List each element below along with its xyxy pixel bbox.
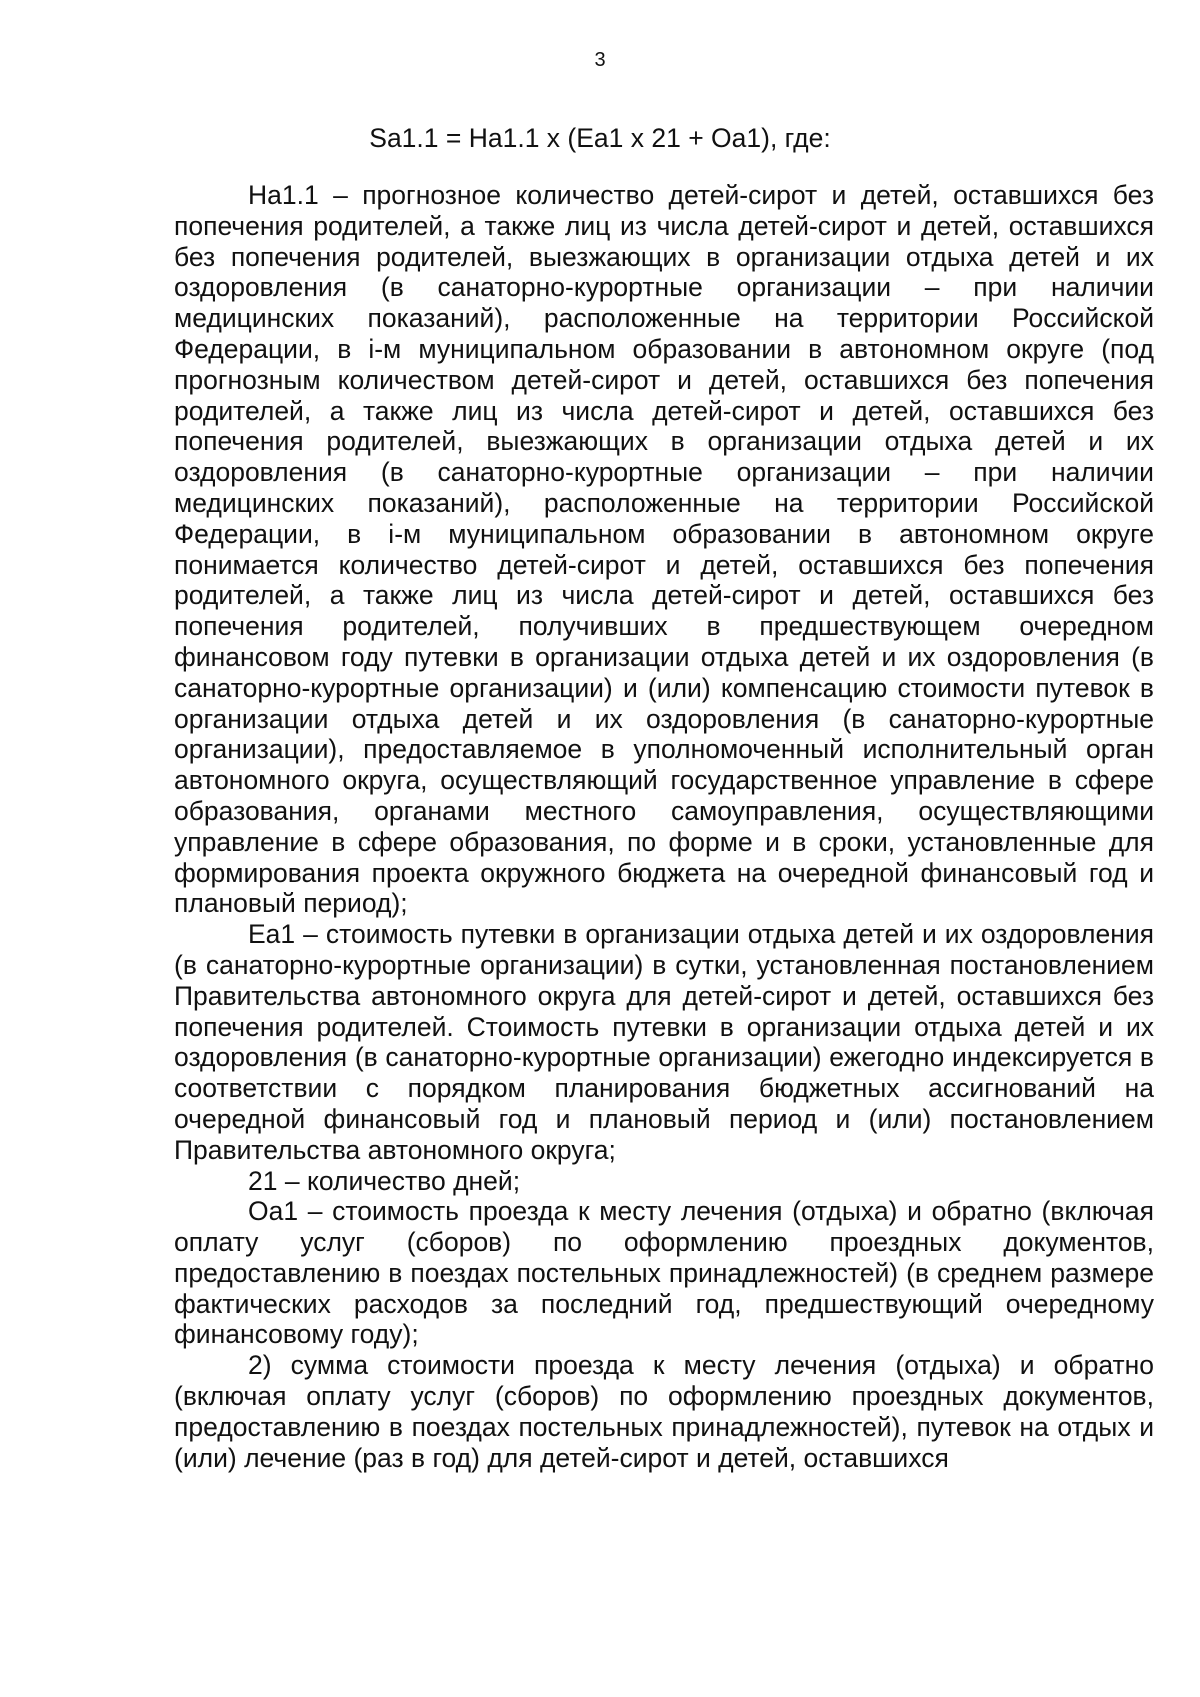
- paragraph-oa1-definition: Оа1 – стоимость проезда к месту лечения (отдыха) и обратно (включая оплату услуг (сборов) по оформлению проездных документов, предоставлению в поездах постельных принадлежностей) (в среднем размере фактических расходов за последний год, предшествующий очередному финансовому году);: [174, 1196, 1154, 1350]
- paragraph-days-definition: 21 – количество дней;: [248, 1165, 521, 1196]
- page-number: 3: [594, 49, 606, 71]
- paragraph-ha1-definition: На1.1 – прогнозное количество детей-сирот и детей, оставшихся без попечения родителей, а также лиц из числа детей-сирот и детей, оставшихся без попечения родителей, выезжающих в организации отдыха детей и их оздоровления (в санаторно-курортные организации – при наличии медицинских показаний), расположенные на территории Российской Федерации, в i-м муниципальном образовании в автономном округе (под прогнозным количеством детей-сирот и детей, оставшихся без попечения родителей, а также лиц из числа детей-сирот и детей, оставшихся без попечения родителей, выезжающих в организации отдыха детей и их оздоровления (в санаторно-курортные организации – при наличии медицинских показаний), расположенные на территории Российской Федерации, в i-м муниципальном образовании в автономном округе понимается количество детей-сирот и детей, оставшихся без попечения родителей, а также лиц из числа детей-сирот и детей, оставшихся без попечения родителей, получивших в предшествующем очередном финансовом году путевки в организации отдыха детей и их оздоровления (в санаторно-курортные организации) и (или) компенсацию стоимости путевок в организации отдыха детей и их оздоровления (в санаторно-курортные организации), предоставляемое в уполномоченный исполнительный орган автономного округа, осуществляющий государственное управление в сфере образования, органами местного самоуправления, осуществляющими управление в сфере образования, по форме и в сроки, установленные для формирования проекта окружного бюджета на очередной финансовый год и плановый период);: [174, 180, 1154, 919]
- document-body: [174, 180, 1154, 1473]
- formula-line: Sa1.1 = Ha1.1 x (Ea1 x 21 + Oa1), где:: [369, 123, 831, 153]
- paragraph-item-2: 2) сумма стоимости проезда к месту лечения (отдыха) и обратно (включая оплату услуг (сборов) по оформлению проездных документов, предоставлению в поездах постельных принадлежностей), путевок на отдых и (или) лечение (раз в год) для детей-сирот и детей, оставшихся: [174, 1350, 1154, 1473]
- paragraph-ea1-definition: Еа1 – стоимость путевки в организации отдыха детей и их оздоровления (в санаторно-курортные организации) в сутки, установленная постановлением Правительства автономного округа для детей-сирот и детей, оставшихся без попечения родителей. Стоимость путевки в организации отдыха детей и их оздоровления (в санаторно-курортные организации) ежегодно индексируется в соответствии с порядком планирования бюджетных ассигнований на очередной финансовый год и плановый период и (или) постановлением Правительства автономного округа;: [174, 919, 1154, 1165]
